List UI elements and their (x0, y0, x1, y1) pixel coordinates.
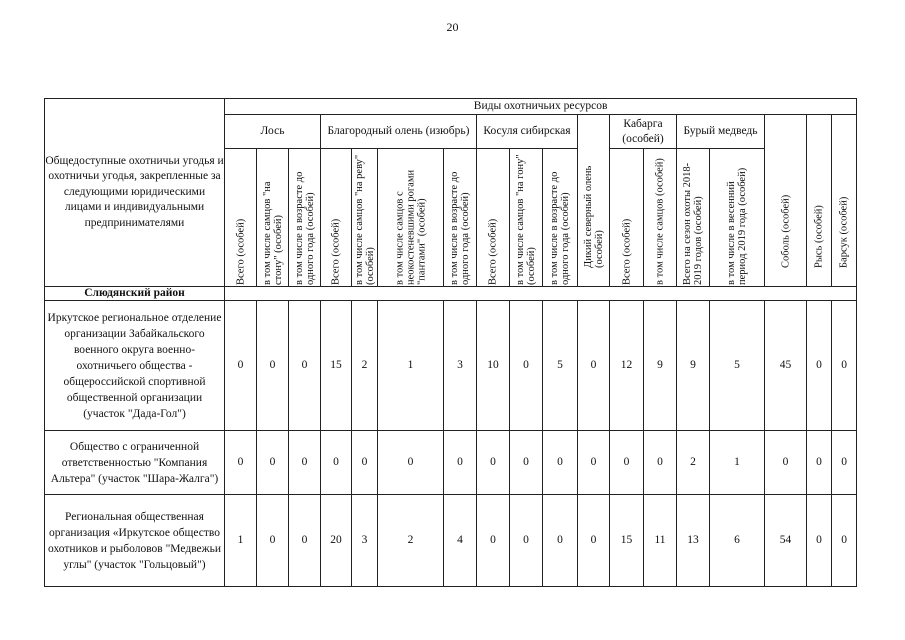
value-cell: 5 (710, 301, 765, 431)
value-cell: 0 (765, 431, 807, 495)
value-cell: 0 (225, 301, 257, 431)
value-cell: 3 (352, 495, 378, 587)
owner-column-header: Общедоступные охотничьи угодья и охотничьи угодья, закрепленные за следующими юридическими лицами и индивидуальными предпринимателями (45, 99, 225, 287)
value-cell: 0 (321, 431, 352, 495)
column-header-text: Барсук (особей) (838, 196, 850, 268)
column-header (289, 149, 321, 287)
column-header-text: Дикий северный олень (особей) (582, 165, 605, 268)
column-header-text: в том числе самцов "на стону" (особей) (261, 180, 284, 285)
value-cell: 0 (832, 431, 857, 495)
resources-title: Виды охотничьих ресурсов (225, 99, 857, 115)
group-header-brown-bear: Бурый медведь (677, 115, 765, 149)
column-header (832, 115, 857, 287)
column-header (378, 149, 444, 287)
value-cell: 0 (257, 495, 289, 587)
column-header-text: в том числе самцов "на гону" (особей) (515, 153, 537, 285)
value-cell: 13 (677, 495, 710, 587)
org-name: Региональная общественная организация «Иркутское общество охотников и рыболовов "Медвежьи углы" (участок "Гольцовый") (45, 495, 225, 587)
column-header (677, 149, 710, 287)
value-cell: 2 (677, 431, 710, 495)
section-filler (225, 287, 857, 301)
value-cell: 0 (477, 431, 510, 495)
value-cell: 0 (289, 301, 321, 431)
column-header-text: в том числе самцов (особей) (654, 157, 666, 285)
value-cell: 0 (610, 431, 644, 495)
value-cell: 10 (477, 301, 510, 431)
value-cell: 0 (644, 431, 677, 495)
column-header-text: в том числе самцов "на реву" (особей) (353, 154, 376, 285)
value-cell: 0 (543, 431, 578, 495)
group-header-elk: Лось (225, 115, 321, 149)
value-cell: 0 (378, 431, 444, 495)
value-cell: 0 (807, 495, 832, 587)
column-header (257, 149, 289, 287)
column-header-text: Всего (особей) (487, 218, 499, 285)
value-cell: 0 (543, 495, 578, 587)
value-cell: 0 (510, 495, 543, 587)
table-row (45, 301, 857, 431)
value-cell: 0 (477, 495, 510, 587)
table-row (45, 431, 857, 495)
hunting-resources-table (44, 98, 857, 587)
column-header-text: Всего (особей) (235, 218, 246, 285)
column-header-text: Всего на сезон охоты 2018-2019 годов (особей) (682, 162, 704, 285)
group-header-roe-deer: Косуля сибирская (477, 115, 578, 149)
value-cell: 0 (225, 431, 257, 495)
value-cell: 0 (578, 301, 610, 431)
section-row (45, 287, 857, 301)
value-cell: 2 (378, 495, 444, 587)
value-cell: 0 (510, 431, 543, 495)
column-header-text: в том числе в возрасте до одного года (особей) (549, 171, 571, 285)
value-cell: 9 (644, 301, 677, 431)
column-header (610, 149, 644, 287)
value-cell: 0 (578, 431, 610, 495)
value-cell: 45 (765, 301, 807, 431)
column-header (644, 149, 677, 287)
table-row (45, 495, 857, 587)
column-header (543, 149, 578, 287)
value-cell: 6 (710, 495, 765, 587)
value-cell: 0 (578, 495, 610, 587)
value-cell: 15 (321, 301, 352, 431)
page-number: 20 (446, 20, 459, 34)
column-header (352, 149, 378, 287)
value-cell: 0 (444, 431, 477, 495)
column-header-text: Рысь (особей) (813, 204, 825, 268)
value-cell: 4 (444, 495, 477, 587)
value-cell: 0 (807, 301, 832, 431)
value-cell: 20 (321, 495, 352, 587)
header-row-resources (45, 99, 857, 115)
column-header-text: в том числе самцов с неокостеневшими рогами "пантами" (особей) (394, 169, 427, 285)
column-header (444, 149, 477, 287)
column-header (578, 115, 610, 287)
value-cell: 1 (378, 301, 444, 431)
org-name: Иркутское региональное отделение организации Забайкальского военного округа военно-охотничьего общества - общероссийской спортивной общественной организации (участок "Дада-Гол") (45, 301, 225, 431)
column-header-text: в том числе в весенний период 2019 года (особей) (726, 167, 748, 285)
value-cell: 2 (352, 301, 378, 431)
column-header (477, 149, 510, 287)
value-cell: 0 (289, 431, 321, 495)
column-header (765, 115, 807, 287)
value-cell: 54 (765, 495, 807, 587)
group-header-musk-deer: Кабарга (особей) (610, 115, 677, 149)
value-cell: 0 (257, 431, 289, 495)
value-cell: 0 (510, 301, 543, 431)
column-header (710, 149, 765, 287)
value-cell: 0 (832, 495, 857, 587)
value-cell: 3 (444, 301, 477, 431)
value-cell: 1 (710, 431, 765, 495)
value-cell: 0 (807, 431, 832, 495)
value-cell: 0 (832, 301, 857, 431)
group-header-red-deer: Благородный олень (изюбрь) (321, 115, 477, 149)
value-cell: 15 (610, 495, 644, 587)
value-cell: 5 (543, 301, 578, 431)
column-header-text: в том числе в возрасте до одного года (особей) (293, 171, 316, 285)
value-cell: 0 (352, 431, 378, 495)
org-name: Общество с ограниченной ответственностью "Компания Альтера" (участок "Шара-Жалга") (45, 431, 225, 495)
value-cell: 11 (644, 495, 677, 587)
column-header-text: Всего (особей) (330, 218, 342, 285)
value-cell: 0 (257, 301, 289, 431)
column-header-text: Всего (особей) (621, 218, 632, 285)
section-title: Слюдянский район (45, 287, 225, 301)
value-cell: 1 (225, 495, 257, 587)
column-header-text: в том числе в возрасте до одного года (особей) (449, 171, 471, 285)
column-header-text: Соболь (особей) (780, 194, 791, 268)
column-header (321, 149, 352, 287)
column-header (225, 149, 257, 287)
column-header (510, 149, 543, 287)
value-cell: 0 (289, 495, 321, 587)
value-cell: 12 (610, 301, 644, 431)
value-cell: 9 (677, 301, 710, 431)
column-header (807, 115, 832, 287)
